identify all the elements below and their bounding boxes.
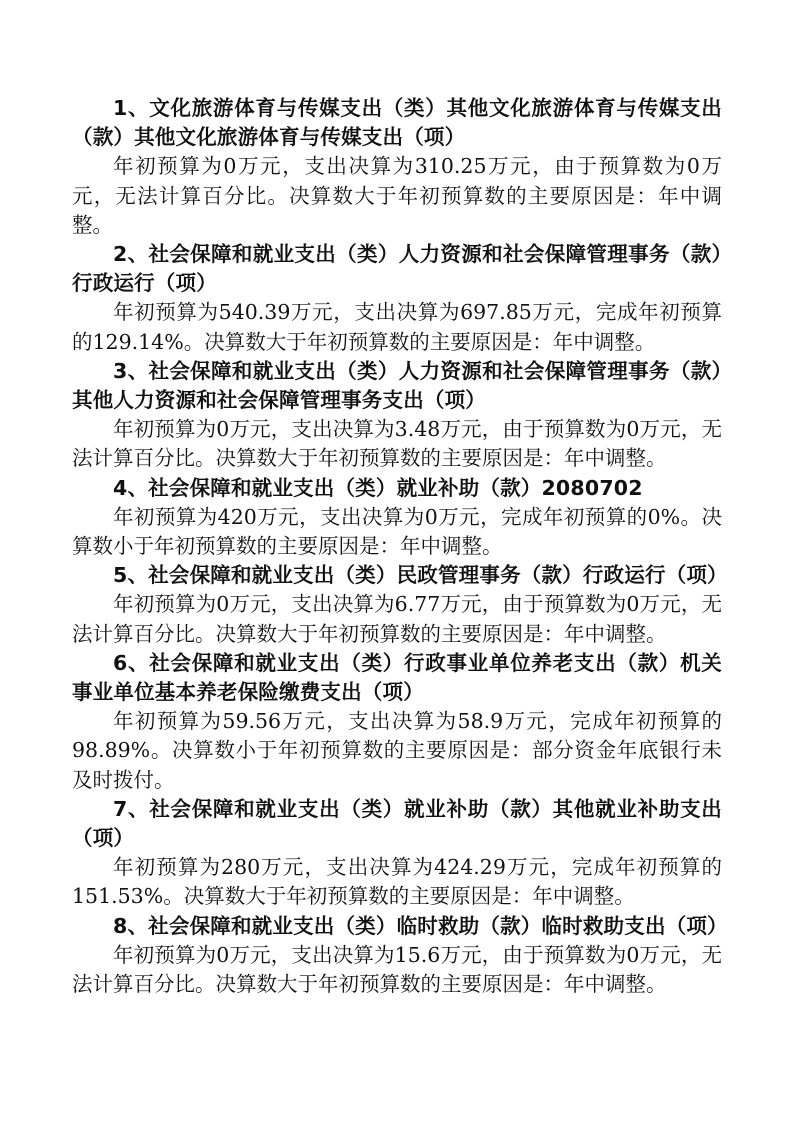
section-item-2 [72,240,722,357]
section-item-4 [72,474,722,562]
section-heading: 7、社会保障和就业支出（类）就业补助（款）其他就业补助支出（项） [72,796,722,851]
section-item-3 [72,357,722,474]
section-paragraph: 年初预算为0万元，支出决算为6.77万元，由于预算数为0万元，无法计算百分比。决算数大于年初预算数的主要原因是：年中调整。 [72,592,722,646]
section-heading: 1、文化旅游体育与传媒支出（类）其他文化旅游体育与传媒支出（款）其他文化旅游体育与传媒支出（项） [72,96,722,150]
section-item-6 [72,649,722,795]
section-heading: 4、社会保障和就业支出（类）就业补助（款）2080702 [113,475,643,500]
section-heading: 8、社会保障和就业支出（类）临时救助（款）临时救助支出（项） [113,913,728,938]
section-paragraph: 年初预算为0万元，支出决算为310.25万元，由于预算数为0万元，无法计算百分比。决算数大于年初预算数的主要原因是：年中调整。 [72,154,722,237]
section-paragraph: 年初预算为280万元，支出决算为424.29万元，完成年初预算的151.53%。决算数大于年初预算数的主要原因是：年中调整。 [72,855,722,909]
section-heading: 5、社会保障和就业支出（类）民政管理事务（款）行政运行（项） [113,563,728,588]
section-paragraph: 年初预算为0万元，支出决算为15.6万元，由于预算数为0万元，无法计算百分比。决算数大于年初预算数的主要原因是：年中调整。 [72,942,722,997]
section-heading: 6、社会保障和就业支出（类）行政事业单位养老支出（款）机关事业单位基本养老保险缴费支出（项） [72,650,722,705]
section-paragraph: 年初预算为0万元，支出决算为3.48万元，由于预算数为0万元，无法计算百分比。决算数大于年初预算数的主要原因是：年中调整。 [72,417,722,471]
section-item-1 [72,94,722,240]
section-paragraph: 年初预算为59.56万元，支出决算为58.9万元，完成年初预算的98.89%。决算数小于年初预算数的主要原因是：部分资金年底银行未及时拨付。 [72,709,722,792]
section-item-7 [72,795,722,912]
section-item-8 [72,912,728,1000]
section-heading: 3、社会保障和就业支出（类）人力资源和社会保障管理事务（款）其他人力资源和社会保障管理事务支出（项） [72,358,722,413]
section-paragraph: 年初预算为420万元，支出决算为0万元，完成年初预算的0%。决算数小于年初预算数的主要原因是：年中调整。 [72,504,722,559]
section-paragraph: 年初预算为540.39万元，支出决算为697.85万元，完成年初预算的129.14%。决算数大于年初预算数的主要原因是：年中调整。 [72,300,722,354]
section-heading: 2、社会保障和就业支出（类）人力资源和社会保障管理事务（款）行政运行（项） [72,242,722,296]
document-body [72,94,728,999]
section-item-5 [72,561,728,649]
